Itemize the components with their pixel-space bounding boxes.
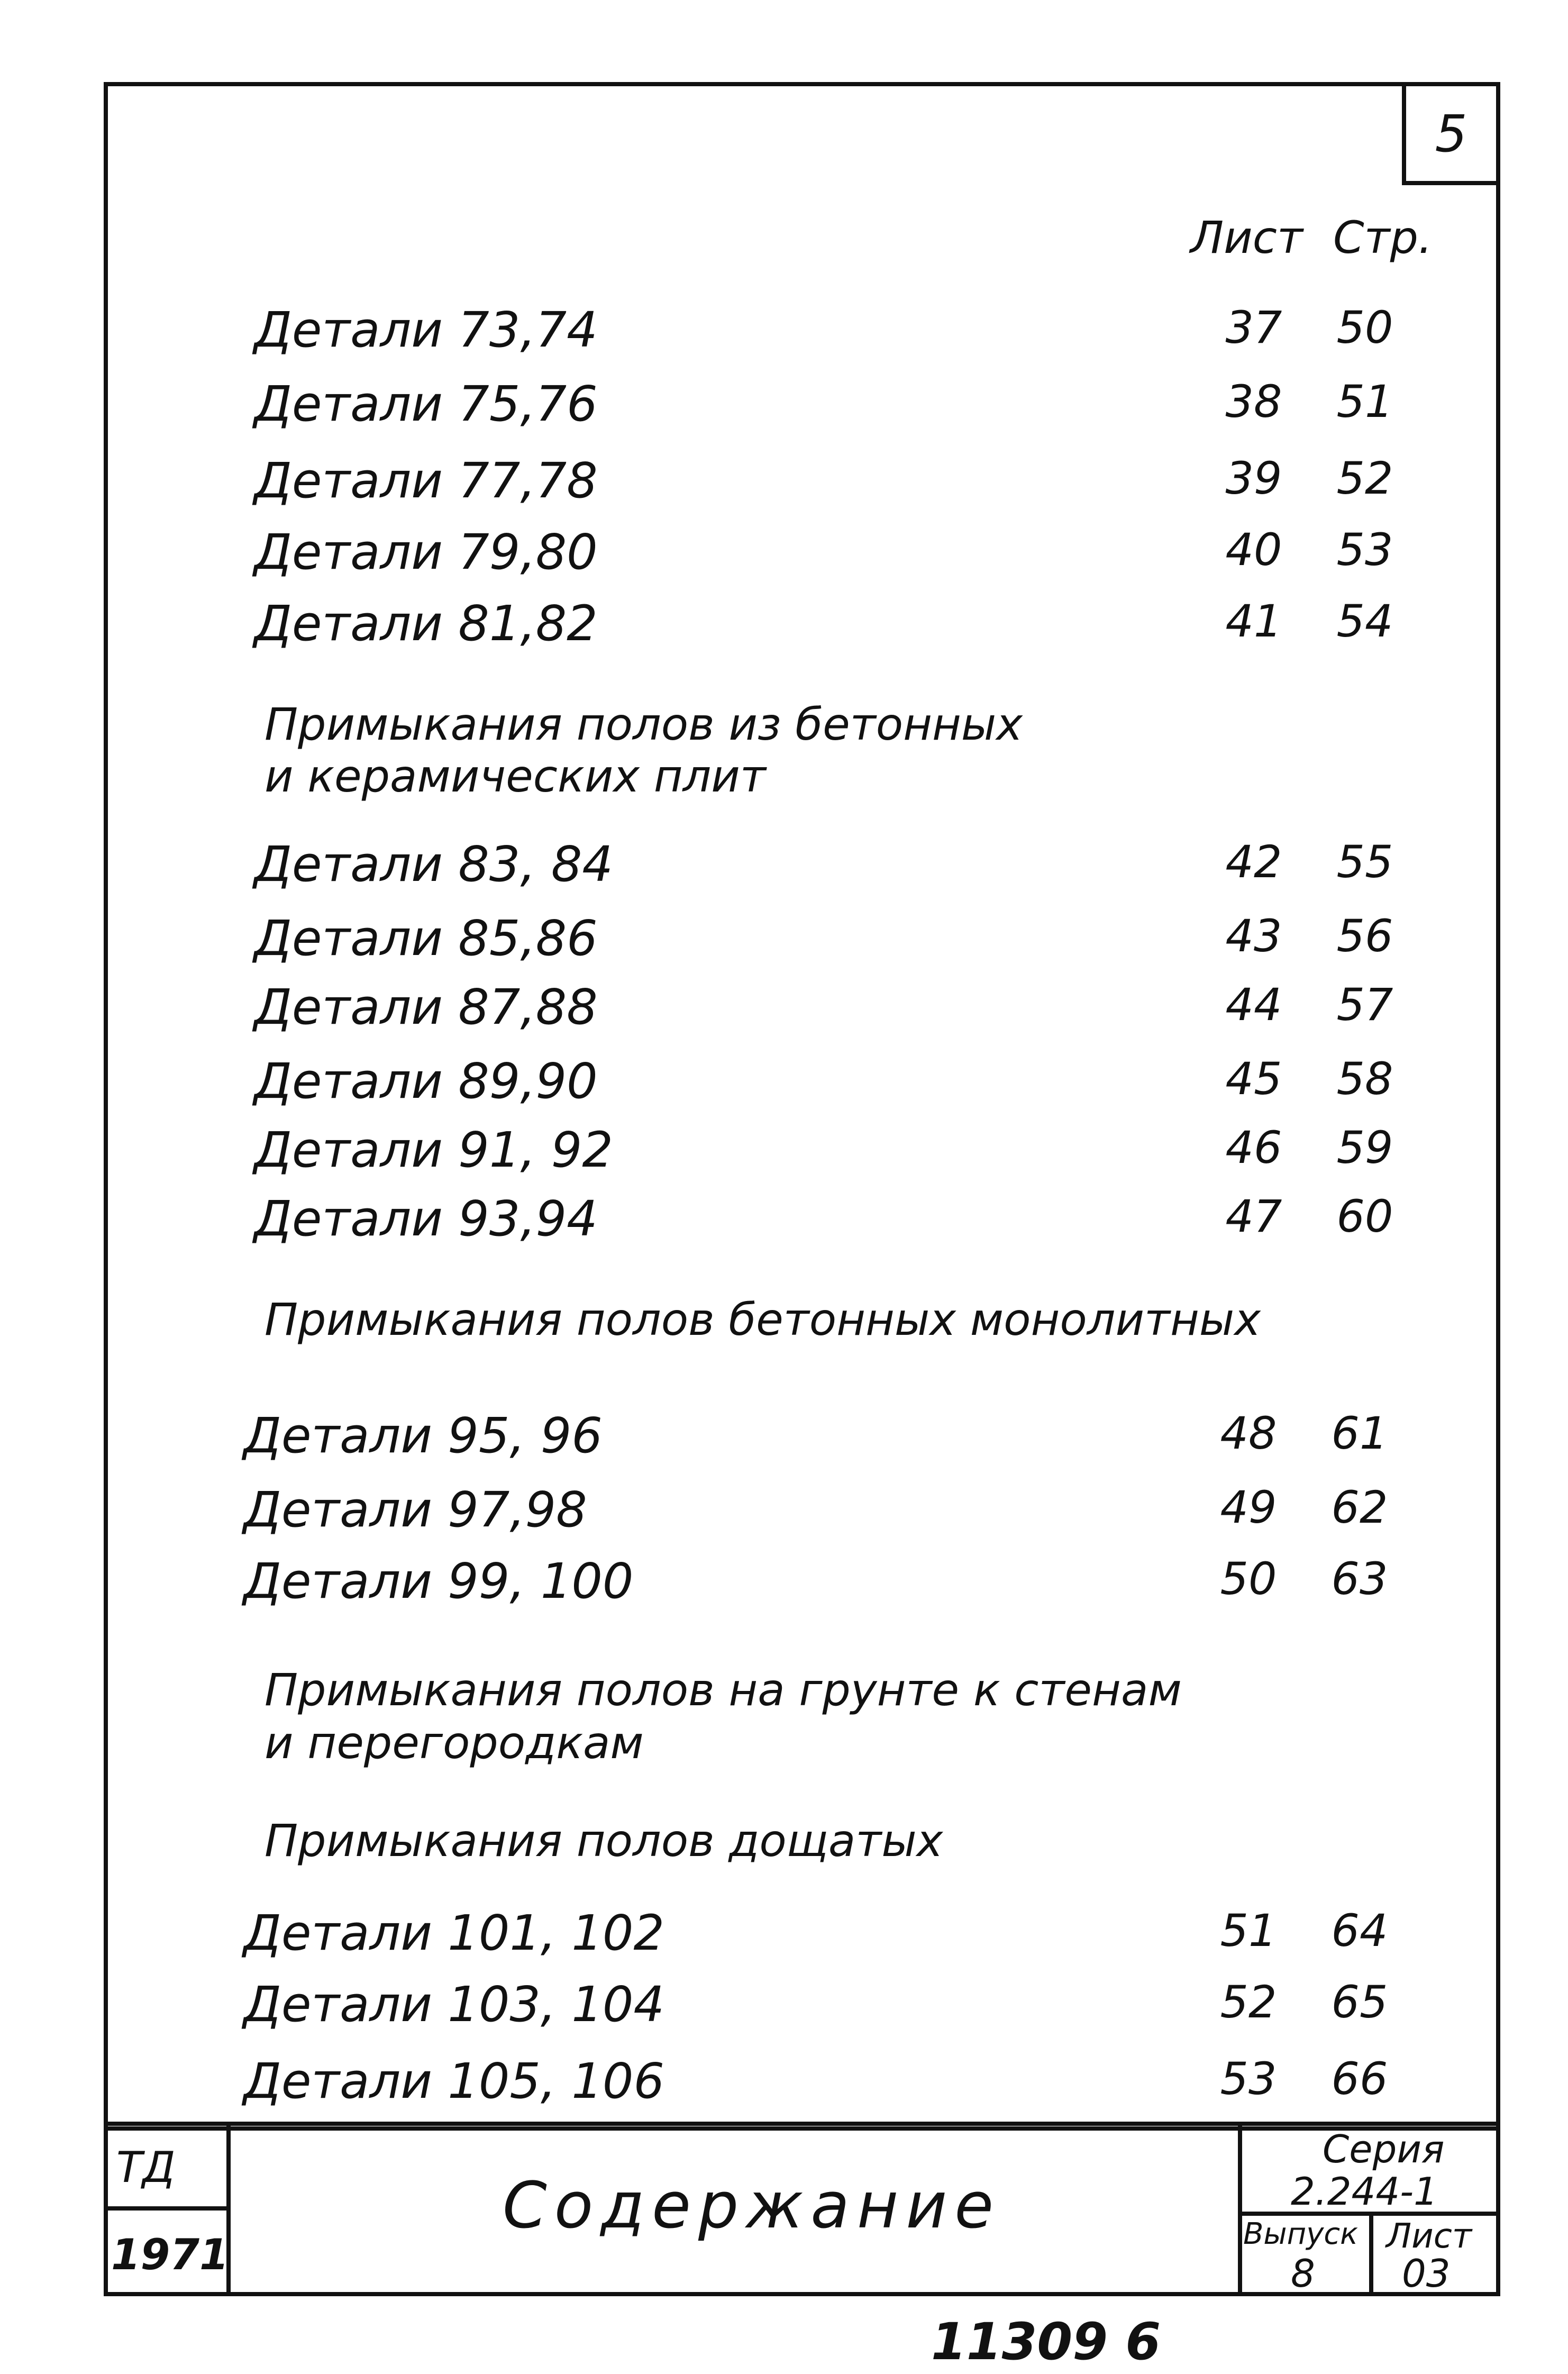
list-item-sheet: 49: [1220, 1481, 1277, 1533]
list-item-page: 57: [1336, 979, 1393, 1031]
list-item-sheet: 50: [1220, 1553, 1277, 1605]
list-item-label: Детали 77,78: [254, 452, 598, 509]
list-item-sheet: 52: [1220, 1976, 1277, 2028]
list-item-label: Детали 85,86: [254, 910, 598, 967]
org-code: ТД: [116, 2143, 176, 2192]
sheet-value: 03: [1402, 2251, 1451, 2296]
list-item-label: Детали 99, 100: [243, 1553, 634, 1609]
list-item-page: 56: [1336, 910, 1393, 962]
series-value: 2.244-1: [1291, 2169, 1438, 2214]
list-item-sheet: 38: [1225, 376, 1282, 427]
section-title-line: Примыкания полов дощатых: [265, 1815, 943, 1867]
list-item-label: Детали 81,82: [254, 595, 598, 652]
list-item-label: Детали 93,94: [254, 1190, 598, 1247]
series-label: Серия: [1323, 2127, 1445, 2171]
header-sheet: Лист: [1190, 212, 1303, 263]
list-item-sheet: 44: [1225, 979, 1282, 1031]
list-item-label: Детали 73,74: [254, 302, 598, 358]
list-item-page: 52: [1336, 452, 1393, 504]
list-item-label: Детали 91, 92: [254, 1122, 613, 1178]
list-item-page: 63: [1331, 1553, 1388, 1605]
list-item-page: 66: [1331, 2053, 1388, 2105]
list-item-label: Детали 105, 106: [243, 2053, 664, 2109]
issue-value: 8: [1291, 2251, 1315, 2296]
list-item-page: 59: [1336, 1122, 1393, 1174]
list-item-label: Детали 103, 104: [243, 1976, 664, 2033]
list-item-page: 54: [1336, 595, 1393, 647]
header-page: Стр.: [1333, 212, 1433, 263]
list-item-sheet: 51: [1220, 1905, 1277, 1957]
list-item-sheet: 48: [1220, 1407, 1277, 1459]
page-number-box: [1402, 82, 1500, 185]
list-item-page: 62: [1331, 1481, 1388, 1533]
sheet-label: Лист: [1386, 2217, 1472, 2256]
list-item-sheet: 39: [1225, 452, 1282, 504]
section-title-line: Примыкания полов из бетонных: [265, 698, 1023, 750]
list-item-label: Детали 79,80: [254, 524, 598, 580]
list-item-page: 55: [1336, 836, 1393, 888]
document-title: Содержание: [503, 2169, 1001, 2243]
list-item-label: Детали 87,88: [254, 979, 598, 1035]
list-item-label: Детали 89,90: [254, 1053, 598, 1109]
list-item-sheet: 45: [1225, 1053, 1282, 1105]
list-item-page: 60: [1336, 1190, 1393, 1242]
list-item-page: 53: [1336, 524, 1393, 576]
section-title-line: Примыкания полов на грунте к стенам: [265, 1664, 1182, 1716]
list-item-sheet: 53: [1220, 2053, 1277, 2105]
section-title-line: и перегородкам: [265, 1717, 644, 1769]
list-item-sheet: 40: [1225, 524, 1282, 576]
year: 1971: [111, 2230, 229, 2279]
list-item-label: Детали 101, 102: [243, 1905, 664, 1961]
list-item-sheet: 37: [1225, 302, 1282, 353]
list-item-page: 65: [1331, 1976, 1388, 2028]
list-item-sheet: 46: [1225, 1122, 1282, 1174]
list-item-label: Детали 83, 84: [254, 836, 613, 893]
list-item-label: Детали 97,98: [243, 1481, 587, 1538]
issue-label: Выпуск: [1243, 2217, 1358, 2251]
list-item-sheet: 47: [1225, 1190, 1282, 1242]
list-item-label: Детали 95, 96: [243, 1407, 603, 1464]
list-item-sheet: 42: [1225, 836, 1282, 888]
list-item-page: 51: [1336, 376, 1393, 427]
list-item-page: 50: [1336, 302, 1393, 353]
footer-stamp: 11309 6: [931, 2312, 1161, 2371]
list-item-sheet: 41: [1225, 595, 1282, 647]
section-title-line: и керамических плит: [265, 750, 766, 802]
list-item-page: 64: [1331, 1905, 1388, 1957]
list-item-page: 61: [1331, 1407, 1388, 1459]
list-item-page: 58: [1336, 1053, 1393, 1105]
list-item-sheet: 43: [1225, 910, 1282, 962]
page-number: 5: [1435, 104, 1467, 163]
list-item-label: Детали 75,76: [254, 376, 598, 432]
section-title-line: Примыкания полов бетонных монолитных: [265, 1294, 1261, 1345]
